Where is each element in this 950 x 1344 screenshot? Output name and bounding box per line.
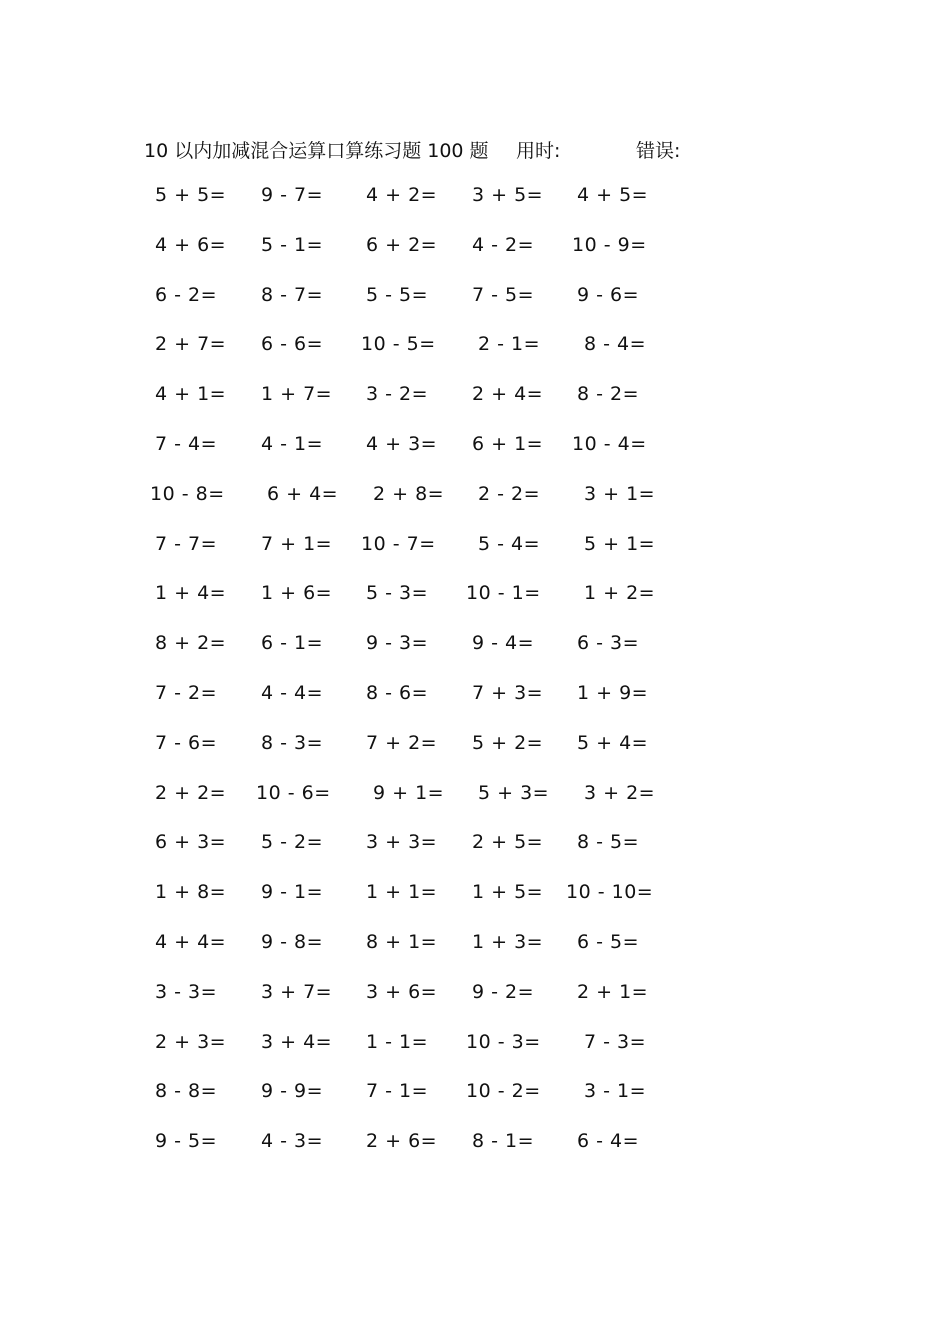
problem-row: [0, 1080, 950, 1130]
problem-item: 1 + 2=: [584, 582, 656, 605]
problem-item: 2 + 4=: [472, 383, 544, 406]
problem-item: 9 - 3=: [366, 632, 429, 655]
problem-item: 5 - 4=: [478, 532, 541, 555]
problem-item: 6 - 5=: [577, 930, 640, 953]
problem-row: [0, 1031, 950, 1081]
problem-item: 3 - 1=: [584, 1080, 647, 1103]
problem-item: 4 + 2=: [366, 184, 438, 206]
problem-item: 4 + 6=: [155, 233, 227, 256]
problem-item: 7 - 4=: [155, 432, 218, 455]
time-used-label: 用时:: [516, 140, 561, 162]
problem-row: [0, 632, 950, 682]
problem-item: 1 + 3=: [472, 930, 544, 953]
problem-row: [0, 582, 950, 632]
problem-item: 6 - 6=: [261, 333, 324, 356]
problem-item: 2 + 3=: [155, 1030, 227, 1053]
problem-item: 6 - 2=: [155, 283, 218, 306]
problem-item: 5 - 5=: [366, 283, 429, 306]
problem-item: 3 + 4=: [261, 1030, 333, 1053]
problem-item: 8 - 5=: [577, 831, 640, 854]
problem-row: [0, 931, 950, 981]
problem-item: 7 + 1=: [261, 532, 333, 555]
problem-item: 9 - 8=: [261, 930, 324, 953]
problem-item: 2 - 1=: [478, 333, 541, 356]
problem-item: 5 - 3=: [366, 582, 429, 605]
problem-item: 5 + 2=: [472, 731, 544, 754]
problem-item: 10 - 6=: [256, 781, 331, 804]
problem-item: 1 + 6=: [261, 582, 333, 605]
problem-item: 1 - 1=: [366, 1030, 429, 1053]
problem-item: 8 - 8=: [155, 1080, 218, 1103]
problem-item: 1 + 8=: [155, 881, 227, 904]
worksheet-header: [0, 136, 950, 166]
problem-row: [0, 831, 950, 881]
problem-row: [0, 881, 950, 931]
problem-item: 10 - 7=: [361, 532, 436, 555]
problem-item: 2 + 7=: [155, 333, 227, 356]
problem-item: 3 + 3=: [366, 831, 438, 854]
problem-item: 5 + 4=: [577, 731, 649, 754]
problem-item: 3 - 2=: [366, 383, 429, 406]
problem-item: 4 - 2=: [472, 233, 535, 256]
problem-item: 9 - 6=: [577, 283, 640, 306]
problem-item: 10 - 3=: [466, 1030, 541, 1053]
problem-item: 6 - 3=: [577, 632, 640, 655]
problem-item: 6 - 4=: [577, 1130, 640, 1153]
problem-row: [0, 981, 950, 1031]
problem-row: [0, 284, 950, 334]
problem-item: 4 + 1=: [155, 383, 227, 406]
problem-item: 5 + 1=: [584, 532, 656, 555]
problem-row: [0, 184, 950, 234]
problem-row: [0, 732, 950, 782]
problem-item: 9 - 5=: [155, 1130, 218, 1153]
problem-item: 6 + 1=: [472, 432, 544, 455]
problem-item: 8 - 7=: [261, 283, 324, 306]
problem-row: [0, 533, 950, 583]
problem-item: 2 - 2=: [478, 482, 541, 505]
problem-item: 5 + 3=: [478, 781, 550, 804]
problem-item: 7 - 7=: [155, 532, 218, 555]
problem-item: 5 - 2=: [261, 831, 324, 854]
problem-row: [0, 483, 950, 533]
problem-item: 2 + 6=: [366, 1130, 438, 1153]
problem-item: 4 - 4=: [261, 681, 324, 704]
problem-item: 3 + 5=: [472, 184, 544, 206]
problem-item: 9 + 1=: [373, 781, 445, 804]
problem-row: [0, 682, 950, 732]
problem-row: [0, 333, 950, 383]
problem-item: 1 + 9=: [577, 681, 649, 704]
problem-row: [0, 234, 950, 284]
problem-item: 8 - 4=: [584, 333, 647, 356]
problem-item: 6 + 2=: [366, 233, 438, 256]
problem-item: 5 + 5=: [155, 184, 227, 206]
worksheet-title: 10 以内加减混合运算口算练习题 100 题: [144, 140, 489, 162]
problem-item: 1 + 4=: [155, 582, 227, 605]
problem-item: 4 - 1=: [261, 432, 324, 455]
problem-item: 9 - 9=: [261, 1080, 324, 1103]
problem-item: 10 - 2=: [466, 1080, 541, 1103]
problem-item: 10 - 1=: [466, 582, 541, 605]
problem-item: 7 - 3=: [584, 1030, 647, 1053]
problem-item: 7 + 3=: [472, 681, 544, 704]
error-count-label: 错误:: [636, 140, 681, 162]
problem-item: 6 + 4=: [267, 482, 339, 505]
problem-item: 7 - 1=: [366, 1080, 429, 1103]
problem-item: 5 - 1=: [261, 233, 324, 256]
problem-grid: [0, 184, 950, 1180]
problem-item: 3 + 6=: [366, 980, 438, 1003]
problem-item: 10 - 10=: [566, 881, 654, 904]
problem-item: 8 - 6=: [366, 681, 429, 704]
problem-item: 8 - 2=: [577, 383, 640, 406]
problem-item: 1 + 1=: [366, 881, 438, 904]
problem-row: [0, 782, 950, 832]
problem-item: 9 - 2=: [472, 980, 535, 1003]
problem-item: 1 + 7=: [261, 383, 333, 406]
problem-item: 3 + 1=: [584, 482, 656, 505]
problem-item: 7 - 2=: [155, 681, 218, 704]
problem-item: 4 + 5=: [577, 184, 649, 206]
problem-item: 8 - 3=: [261, 731, 324, 754]
problem-item: 6 + 3=: [155, 831, 227, 854]
problem-row: [0, 433, 950, 483]
problem-item: 10 - 5=: [361, 333, 436, 356]
problem-item: 4 + 4=: [155, 930, 227, 953]
problem-item: 3 - 3=: [155, 980, 218, 1003]
problem-row: [0, 383, 950, 433]
problem-item: 4 - 3=: [261, 1130, 324, 1153]
problem-item: 10 - 4=: [572, 432, 647, 455]
problem-item: 1 + 5=: [472, 881, 544, 904]
problem-item: 7 - 5=: [472, 283, 535, 306]
problem-item: 2 + 2=: [155, 781, 227, 804]
problem-item: 2 + 5=: [472, 831, 544, 854]
problem-item: 8 - 1=: [472, 1130, 535, 1153]
problem-item: 6 - 1=: [261, 632, 324, 655]
problem-item: 2 + 8=: [373, 482, 445, 505]
problem-item: 2 + 1=: [577, 980, 649, 1003]
problem-item: 7 + 2=: [366, 731, 438, 754]
problem-item: 9 - 1=: [261, 881, 324, 904]
problem-item: 8 + 1=: [366, 930, 438, 953]
problem-item: 7 - 6=: [155, 731, 218, 754]
problem-item: 4 + 3=: [366, 432, 438, 455]
problem-item: 9 - 4=: [472, 632, 535, 655]
problem-item: 9 - 7=: [261, 184, 324, 206]
problem-item: 3 + 7=: [261, 980, 333, 1003]
problem-row: [0, 1130, 950, 1180]
problem-item: 10 - 9=: [572, 233, 647, 256]
problem-item: 10 - 8=: [150, 482, 225, 505]
problem-item: 8 + 2=: [155, 632, 227, 655]
problem-item: 3 + 2=: [584, 781, 656, 804]
